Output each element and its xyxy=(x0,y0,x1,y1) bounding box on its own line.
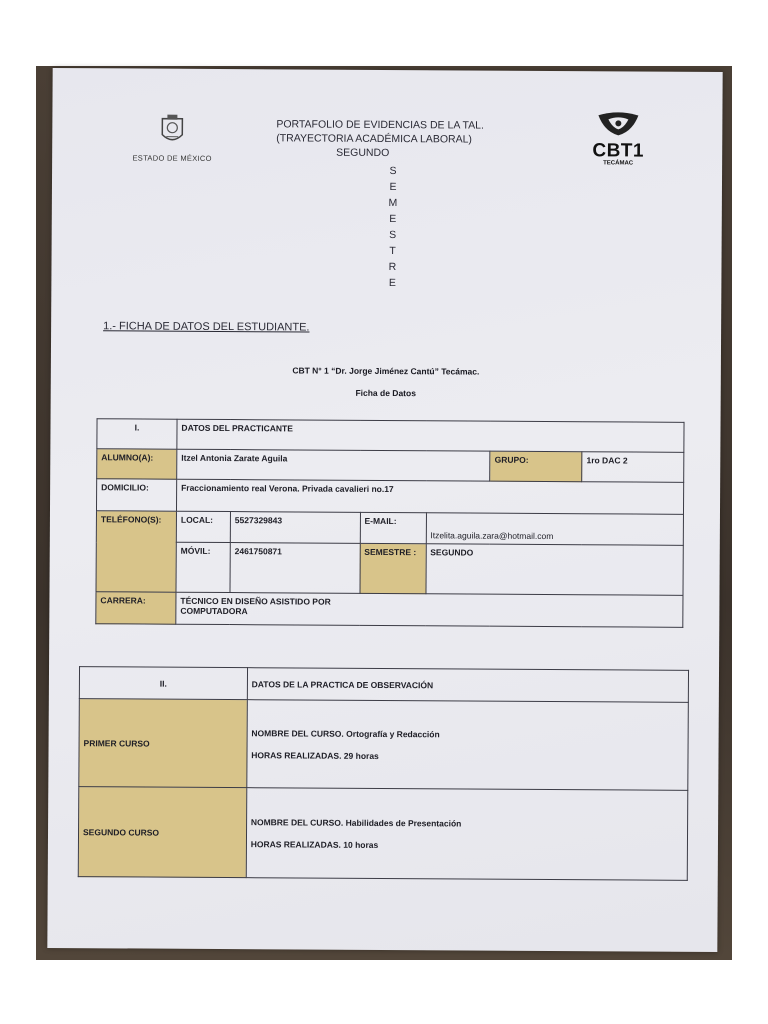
grupo-value: 1ro DAC 2 xyxy=(582,452,684,483)
local-value: 5527329843 xyxy=(230,512,360,544)
alumno-value: Itzel Antonia Zarate Aguila xyxy=(177,449,491,481)
state-name: ESTADO DE MÉXICO xyxy=(132,153,212,163)
vertical-letter: R xyxy=(388,261,397,274)
course-details xyxy=(247,700,689,791)
domicilio-value xyxy=(176,479,683,514)
semestre-value: SEGUNDO xyxy=(426,544,684,596)
domicilio-label: DOMICILIO: xyxy=(96,479,176,511)
document-title xyxy=(276,117,496,160)
course-name-value: Ortografía y Redacción xyxy=(346,728,440,739)
grupo-label: GRUPO: xyxy=(490,451,582,482)
telefonos-label: TELÉFONO(S): xyxy=(96,511,176,592)
school-logo-text: CBT1 xyxy=(592,140,645,162)
alumno-label: ALUMNO(A): xyxy=(97,449,177,479)
carrera-value xyxy=(176,592,683,627)
vertical-letter: T xyxy=(389,245,396,258)
section-title: DATOS DEL PRACTICANTE xyxy=(177,419,684,452)
course-label: SEGUNDO CURSO xyxy=(78,787,246,878)
school-logo xyxy=(584,111,652,166)
course-details xyxy=(246,788,688,881)
section-heading: 1.- FICHA DE DATOS DEL ESTUDIANTE. xyxy=(103,320,310,334)
course-name-value: Habilidades de Presentación xyxy=(345,817,462,828)
email-value: Itzelita.aguila.zara@hotmail.com xyxy=(426,513,684,546)
course-name-field xyxy=(251,728,683,741)
course-hours-field xyxy=(251,839,683,852)
local-label: LOCAL: xyxy=(176,511,230,542)
document-page xyxy=(47,68,722,952)
vertical-letter: E xyxy=(388,277,396,290)
school-name: CBT N° 1 “Dr. Jorge Jiménez Cantú” Tecámac. xyxy=(292,365,480,377)
vertical-letter: M xyxy=(388,197,398,210)
state-crest-icon xyxy=(157,113,187,147)
course-hours-label: HORAS REALIZADAS. xyxy=(250,838,341,850)
title-line-1: PORTAFOLIO DE EVIDENCIAS DE LA TAL. xyxy=(276,118,484,132)
movil-label: MÓVIL: xyxy=(176,542,230,592)
vertical-letter: S xyxy=(389,165,397,178)
title-line-2: (TRAYECTORIA ACADÉMICA LABORAL) xyxy=(276,132,472,146)
vertical-letter: S xyxy=(389,229,397,242)
title-line-3: SEGUNDO xyxy=(336,146,390,160)
state-logo xyxy=(112,112,232,163)
school-emblem-icon xyxy=(592,111,644,137)
section-number: I. xyxy=(97,419,177,449)
student-data-table xyxy=(95,418,684,628)
domicilio-text: Fraccionamiento real Verona. Privada cavalieri no.17 xyxy=(181,482,394,495)
course-name-field xyxy=(251,817,683,830)
vertical-word xyxy=(385,163,400,291)
course-hours-field xyxy=(251,750,683,763)
email-label: E-MAIL: xyxy=(360,512,426,543)
course-hours-label: HORAS REALIZADAS. xyxy=(251,749,342,761)
movil-value: 2461750871 xyxy=(230,543,360,594)
form-title: Ficha de Datos xyxy=(355,387,416,399)
course-label: PRIMER CURSO xyxy=(79,699,247,788)
vertical-letter: E xyxy=(389,181,397,194)
course-hours-value: 10 horas xyxy=(343,839,379,850)
carrera-text: TÉCNICO EN DISEÑO ASISTIDO POR COMPUTADORA xyxy=(180,595,331,617)
course-name-label: NOMBRE DEL CURSO. xyxy=(251,727,344,739)
course-hours-value: 29 horas xyxy=(343,750,379,761)
carrera-label: CARRERA: xyxy=(96,592,176,624)
section-title: DATOS DE LA PRACTICA DE OBSERVACIÓN xyxy=(247,668,688,703)
section-number: II. xyxy=(79,667,247,700)
vertical-letter: E xyxy=(389,213,397,226)
school-logo-subtext: TECÁMAC xyxy=(603,160,634,167)
course-name-label: NOMBRE DEL CURSO. xyxy=(250,816,344,828)
observation-table xyxy=(78,666,689,881)
semestre-label: SEMESTRE : xyxy=(360,543,426,593)
